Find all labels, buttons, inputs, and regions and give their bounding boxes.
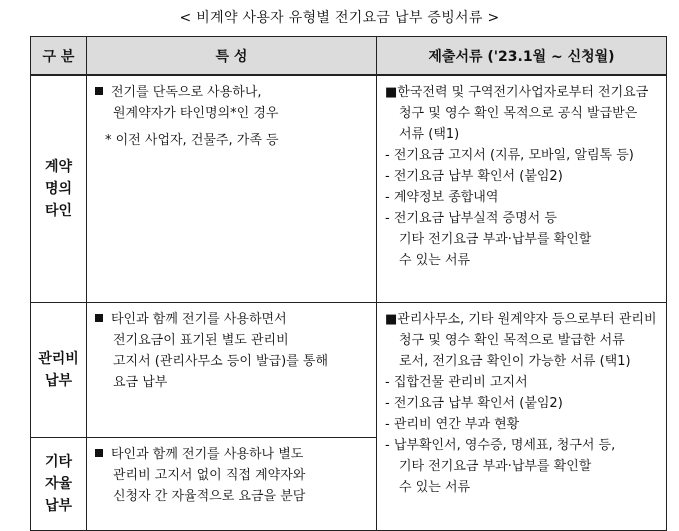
document-item: - 관리비 연간 부과 현황 (385, 417, 520, 432)
square-bullet-icon (95, 314, 103, 322)
feature-line: 관리비 고지서 없이 직접 계약자와 (113, 468, 306, 483)
feature-line: 요금 납부 (113, 375, 168, 390)
category-label: 납부 (44, 498, 73, 514)
documents-intro: ■한국전력 및 구역전기사업자로부터 전기요금 (385, 85, 649, 100)
feature-line: 타인과 함께 전기를 사용하면서 (95, 309, 370, 330)
document-item: 수 있는 서류 (399, 480, 471, 495)
square-bullet-icon (95, 87, 103, 95)
document-item: - 전기요금 납부 확인서 (붙임2) (385, 396, 563, 411)
table-header-row (31, 37, 667, 76)
category-label: 자율 (44, 476, 73, 492)
documents-cell (377, 75, 667, 303)
category-label: 기타 (44, 454, 73, 470)
documents-intro: 로서, 전기요금 확인이 가능한 서류 (택1) (399, 354, 631, 369)
document-item: - 집합건물 관리비 고지서 (385, 375, 528, 390)
page-title: < 비계약 사용자 유형별 전기요금 납부 증빙서류 > (179, 10, 500, 26)
document-item: 수 있는 서류 (399, 253, 471, 268)
document-item: 기타 전기요금 부과·납부를 확인할 (399, 459, 592, 474)
feature-note: * 이전 사업자, 건물주, 가족 등 (105, 133, 279, 148)
documents-intro: 청구 및 영수 확인 목적으로 발급한 서류 (399, 333, 625, 348)
feature-line: 전기요금이 표기된 별도 관리비 (113, 333, 289, 348)
header-feature: 특 성 (87, 37, 377, 76)
feature-cell (87, 438, 377, 531)
feature-line: 타인과 함께 전기를 사용하나 별도 (95, 444, 370, 465)
category-cell (31, 303, 87, 438)
document-item: - 전기요금 고지서 (지류, 모바일, 알림톡 등) (385, 148, 634, 163)
feature-line: 전기를 단독으로 사용하나, (95, 82, 370, 103)
documents-cell (377, 303, 667, 531)
category-label: 납부 (44, 373, 73, 389)
header-category: 구 분 (31, 37, 87, 76)
category-cell (31, 438, 87, 531)
category-cell (31, 75, 87, 303)
document-item: - 계약정보 종합내역 (385, 190, 499, 205)
table-row (31, 303, 667, 438)
feature-cell (87, 75, 377, 303)
category-label: 관리비 (38, 351, 79, 367)
document-item: - 전기요금 납부실적 증명서 등 (385, 211, 557, 226)
category-label: 계약 (44, 159, 73, 175)
header-documents: 제출서류 ('23.1월 ~ 신청월) (377, 37, 667, 76)
document-item: - 전기요금 납부 확인서 (붙임2) (385, 169, 563, 184)
documents-intro: 서류 (택1) (399, 127, 460, 142)
feature-line: 원계약자가 타인명의*인 경우 (113, 106, 279, 121)
table-row (31, 75, 667, 303)
document-table (30, 36, 667, 531)
documents-intro: ■관리사무소, 기타 원계약자 등으로부터 관리비 (385, 312, 657, 327)
feature-cell (87, 303, 377, 438)
document-item: - 납부확인서, 영수증, 명세표, 청구서 등, (385, 438, 616, 453)
category-label: 명의 (44, 181, 73, 197)
feature-line: 고지서 (관리사무소 등이 발급)를 통해 (113, 354, 329, 369)
category-label: 타인 (44, 203, 73, 219)
document-item: 기타 전기요금 부과·납부를 확인할 (399, 232, 592, 247)
feature-line: 신청자 간 자율적으로 요금을 분담 (113, 489, 306, 504)
square-bullet-icon (95, 449, 103, 457)
documents-intro: 청구 및 영수 확인 목적으로 공식 발급받은 (399, 106, 638, 121)
